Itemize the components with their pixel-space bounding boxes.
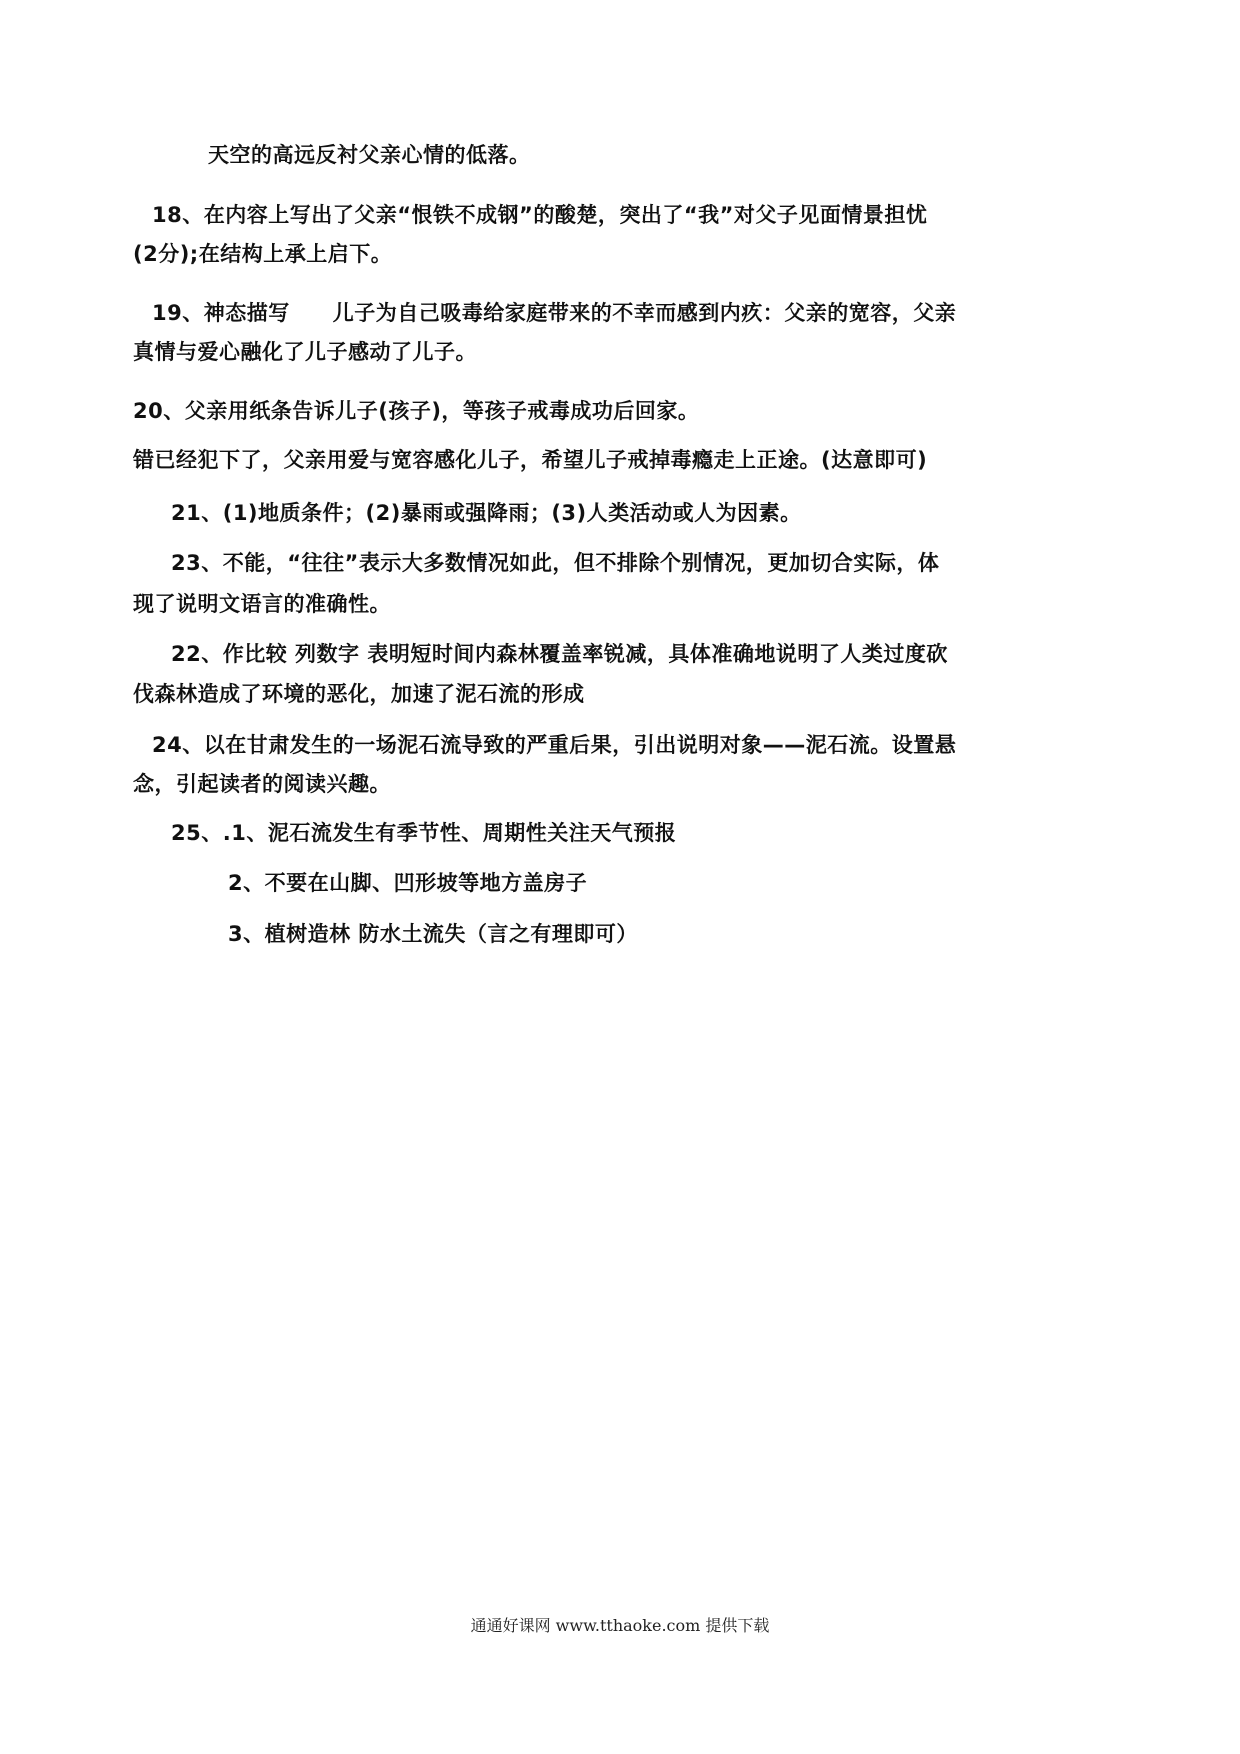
answer-22-line-2: 伐森林造成了环境的恶化，加速了泥石流的形成 (133, 682, 585, 706)
answer-21: 21、(1)地质条件；(2)暴雨或强降雨；(3)人类活动或人为因素。 (171, 501, 802, 525)
answer-19-line-2: 真情与爱心融化了儿子感动了儿子。 (133, 340, 477, 364)
answer-20-line-2: 错已经犯下了，父亲用爱与宽容感化儿子，希望儿子戒掉毒瘾走上正途。(达意即可) (133, 448, 928, 472)
answer-24-line-1: 24、以在甘肃发生的一场泥石流导致的严重后果，引出说明对象——泥石流。设置悬 (152, 733, 957, 757)
answer-20-line-1: 20、父亲用纸条告诉儿子(孩子)，等孩子戒毒成功后回家。 (133, 399, 700, 423)
answer-23-line-1: 23、不能，“往往”表示大多数情况如此，但不排除个别情况，更加切合实际，体 (171, 551, 940, 575)
answer-17-line-2: 天空的高远反衬父亲心情的低落。 (208, 143, 531, 167)
answer-18-line-2: (2分);在结构上承上启下。 (133, 242, 393, 266)
page-footer: 通通好课网 www.tthaoke.com 提供下载 (470, 1616, 770, 1635)
answer-25-item-2: 2、不要在山脚、凹形坡等地方盖房子 (228, 871, 588, 895)
answer-19-line-1: 19、神态描写 儿子为自己吸毒给家庭带来的不幸而感到内疚：父亲的宽容，父亲 (152, 301, 957, 325)
answer-18-line-1: 18、在内容上写出了父亲“恨铁不成钢”的酸楚，突出了“我”对父子见面情景担忧 (152, 203, 928, 227)
answer-22-line-1: 22、作比较 列数字 表明短时间内森林覆盖率锐减，具体准确地说明了人类过度砍 (171, 642, 948, 666)
answer-23-line-2: 现了说明文语言的准确性。 (133, 592, 391, 616)
answer-25-item-3: 3、植树造林 防水土流失（言之有理即可） (228, 922, 638, 946)
answer-24-line-2: 念，引起读者的阅读兴趣。 (133, 772, 391, 796)
answer-25-item-1: 25、.1、泥石流发生有季节性、周期性关注天气预报 (171, 821, 677, 845)
